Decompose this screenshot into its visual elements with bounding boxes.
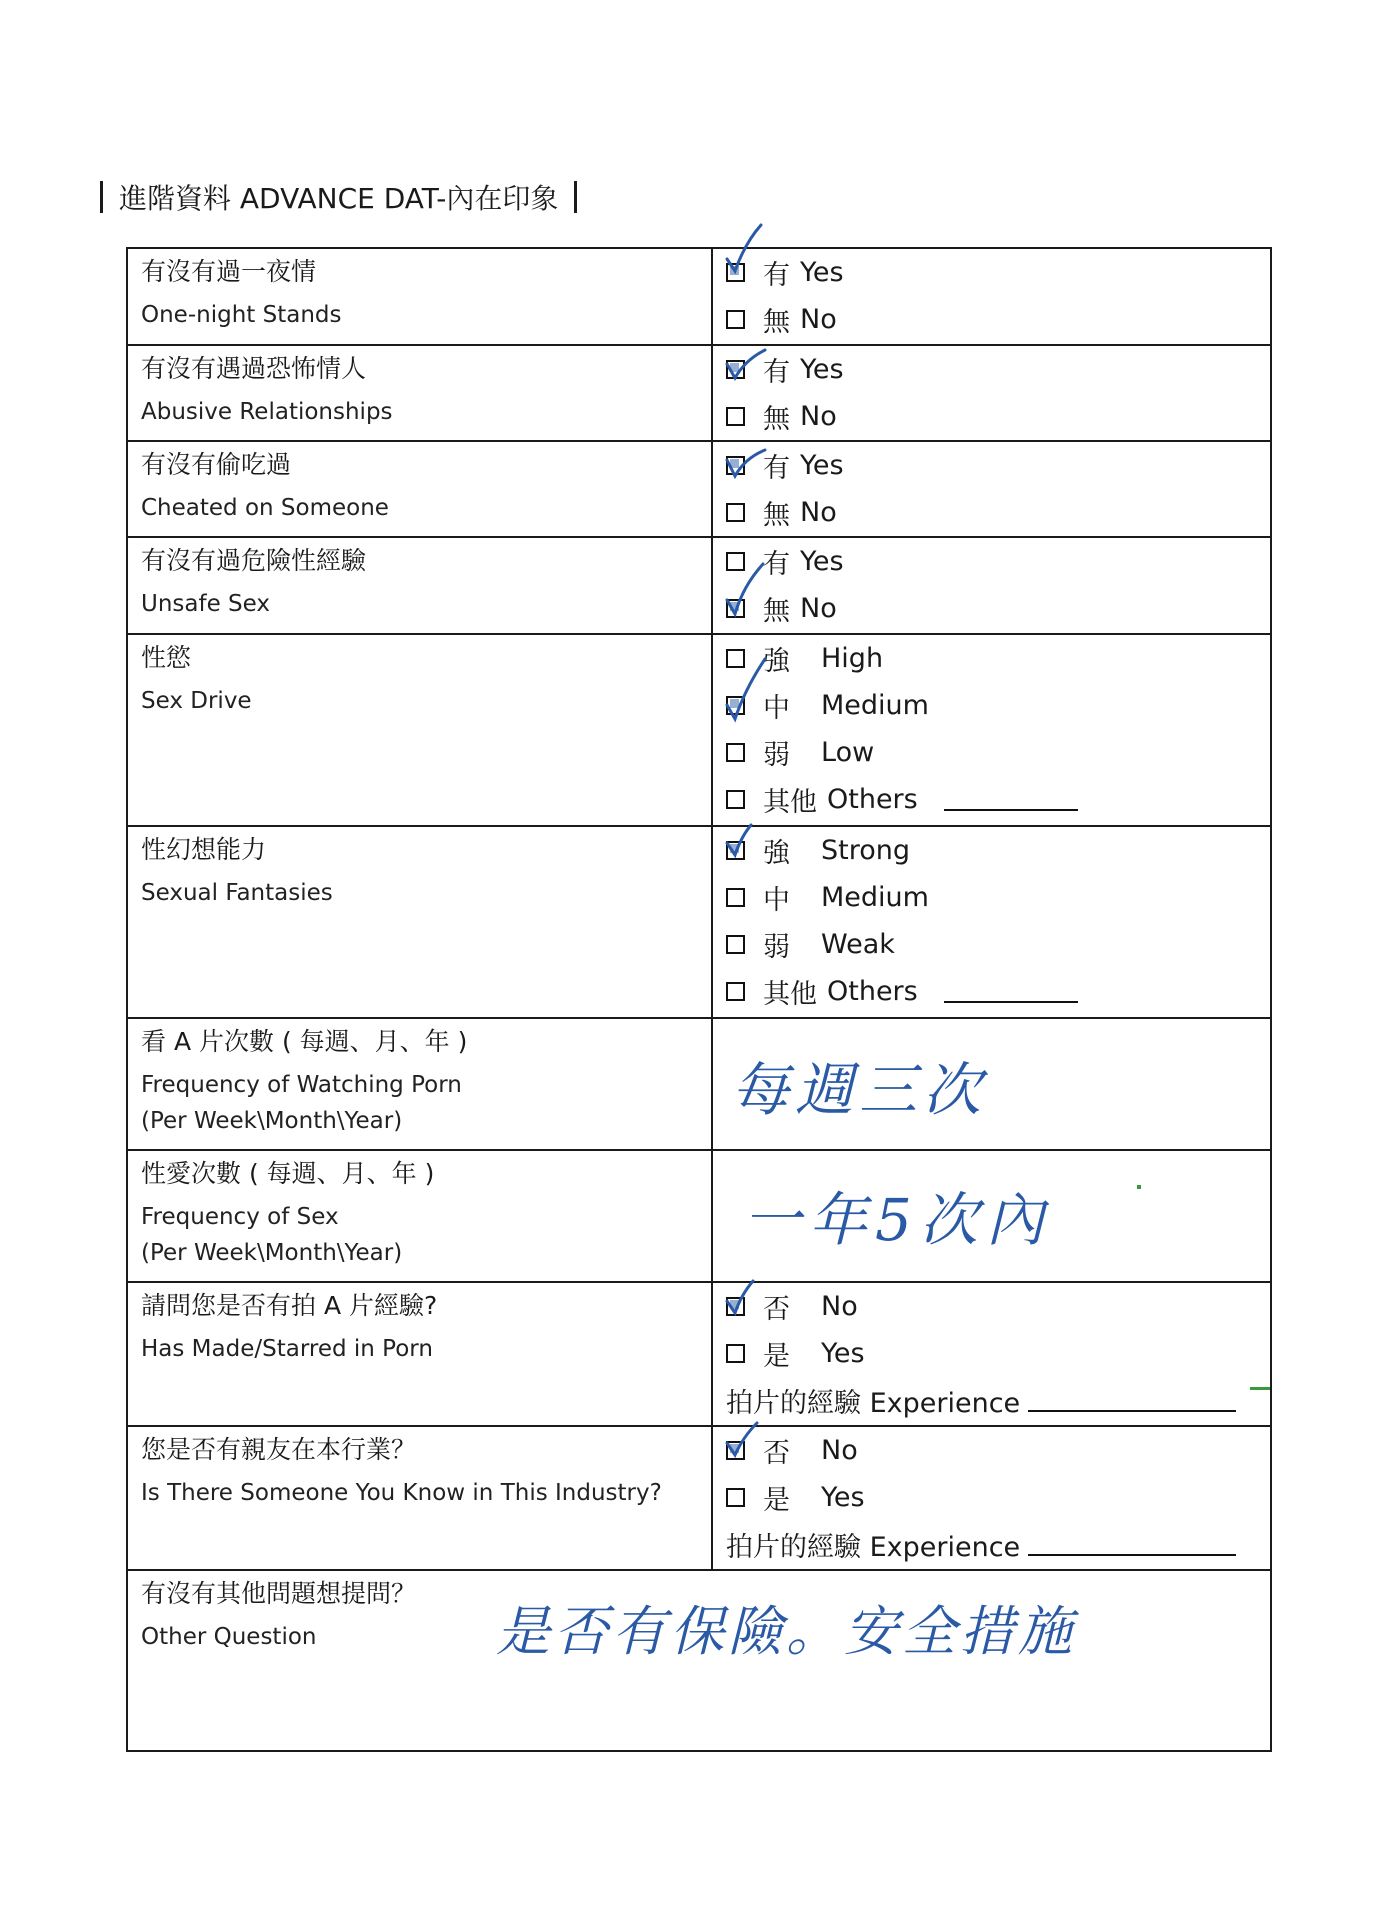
experience-label: 拍片的經驗 Experience [726,1532,1021,1563]
handwritten-answer: 每週三次 [731,1056,988,1124]
option-en: Others [827,784,918,815]
section-heading [100,175,577,219]
option-en: No [800,497,837,528]
option-zh: 無 [763,500,790,531]
heading-bar-right [574,181,577,213]
option-zh: 無 [763,307,790,338]
option-yes[interactable] [726,346,1270,393]
question-en: Frequency of Sex [141,1204,339,1230]
question-cell [127,1018,712,1150]
checkbox-checked[interactable] [726,841,745,860]
experience-row[interactable] [726,1521,1270,1568]
question-cell [127,1150,712,1282]
question-en: Sex Drive [141,688,252,714]
experience-blank-line[interactable] [1028,1536,1236,1556]
option-others[interactable] [726,968,1270,1015]
option-en: High [821,643,884,674]
form-row-sex-frequency [127,1150,1271,1282]
option-yes[interactable] [726,442,1270,489]
option-yes[interactable] [726,1330,1270,1377]
answer-cell [712,248,1271,345]
question-cell [127,441,712,537]
question-en: Is There Someone You Know in This Industry? [141,1480,662,1506]
option-no[interactable] [726,1427,1270,1474]
option-en: Yes [800,257,844,288]
checkbox[interactable] [726,552,745,571]
question-zh: 看 A 片次數 ( 每週、月、年 ) [141,1027,468,1056]
question-zh: 性幻想能力 [141,835,267,864]
option-en: Weak [821,929,895,960]
option-zh: 否 [763,1294,790,1325]
option-en: No [800,304,837,335]
option-zh: 強 [763,646,790,677]
handwritten-answer: 是否有保險。安全措施 [496,1600,1076,1663]
ink-mark [1250,1387,1270,1390]
experience-blank-line[interactable] [1028,1392,1236,1412]
option-medium[interactable] [726,874,1270,921]
option-en: No [800,401,837,432]
option-zh: 有 [763,357,790,388]
question-zh: 有沒有偷吃過 [141,450,292,479]
question-cell [127,826,712,1018]
answer-cell [712,1282,1271,1426]
option-zh: 是 [763,1485,790,1516]
option-weak[interactable] [726,921,1270,968]
option-zh: 其他 [763,787,817,818]
option-zh: 其他 [763,979,817,1010]
checkbox-checked[interactable] [726,696,745,715]
question-zh: 您是否有親友在本行業？ [141,1435,417,1464]
question-cell [127,634,712,826]
question-zh: 有沒有過一夜情 [141,257,317,286]
question-zh: 有沒有其他問題想提問？ [141,1579,417,1608]
option-zh: 無 [763,404,790,435]
checkbox-checked[interactable] [726,263,745,282]
form-row-one-night-stands [127,248,1271,345]
form-row-sexual-fantasies [127,826,1271,1018]
option-medium[interactable] [726,682,1270,729]
option-no[interactable] [726,585,1270,632]
checkbox[interactable] [726,790,745,809]
form-row-cheated [127,441,1271,537]
checkbox[interactable] [726,982,745,1001]
option-zh: 中 [763,885,790,916]
checkbox[interactable] [726,1344,745,1363]
checkbox[interactable] [726,407,745,426]
question-en: Frequency of Watching Porn [141,1072,462,1098]
checkbox[interactable] [726,935,745,954]
option-en: Medium [821,882,929,913]
question-en: One-night Stands [141,302,342,328]
option-en: Yes [800,546,844,577]
option-zh: 弱 [763,740,790,771]
option-en: Yes [821,1338,865,1369]
question-en: Sexual Fantasies [141,880,333,906]
option-zh: 有 [763,453,790,484]
option-low[interactable] [726,729,1270,776]
form-row-watching-frequency [127,1018,1271,1150]
form-row-sex-drive [127,634,1271,826]
heading-bar-left [100,181,103,213]
option-zh: 是 [763,1341,790,1372]
checkbox[interactable] [726,743,745,762]
option-zh: 弱 [763,932,790,963]
checkbox[interactable] [726,310,745,329]
form-row-other-question [127,1570,1271,1751]
others-blank-line[interactable] [944,983,1078,1003]
option-others[interactable] [726,776,1270,823]
question-zh: 性愛次數 ( 每週、月、年 ) [141,1159,435,1188]
question-cell [127,248,712,345]
question-zh: 有沒有過危險性經驗 [141,546,367,575]
option-zh: 有 [763,549,790,580]
checkbox[interactable] [726,503,745,522]
handwritten-answer: 一年5次內 [743,1186,1052,1254]
option-en: Yes [800,450,844,481]
form-row-abusive-relationships [127,345,1271,441]
experience-row[interactable] [726,1377,1270,1424]
option-zh: 中 [763,693,790,724]
form-row-made-porn [127,1282,1271,1426]
question-zh: 有沒有遇過恐怖情人 [141,354,367,383]
option-no[interactable] [726,489,1270,536]
answer-cell [712,441,1271,537]
question-en: Abusive Relationships [141,399,393,425]
question-zh: 性慾 [141,643,192,672]
form-row-unsafe-sex [127,537,1271,634]
option-en: No [821,1291,858,1322]
answer-cell [712,634,1271,826]
option-yes[interactable] [726,538,1270,585]
checkbox-checked[interactable] [726,456,745,475]
question-en: Unsafe Sex [141,591,271,617]
question-cell [127,537,712,634]
question-en: Cheated on Someone [141,495,389,521]
option-zh: 否 [763,1438,790,1469]
answer-cell[interactable] [712,1150,1271,1282]
checkbox-checked[interactable] [726,360,745,379]
option-zh: 無 [763,596,790,627]
option-high[interactable] [726,635,1270,682]
answer-cell [712,826,1271,1018]
option-en: No [821,1435,858,1466]
answer-cell[interactable] [712,1018,1271,1150]
answer-cell [712,1426,1271,1570]
advance-data-form [126,247,1272,1752]
question-en-note: (Per Week\Month\Year) [141,1108,403,1134]
question-cell [127,345,712,441]
option-no[interactable] [726,296,1270,343]
option-en: Low [821,737,875,768]
option-zh: 有 [763,260,790,291]
option-zh: 強 [763,838,790,869]
question-cell [127,1426,712,1570]
checkbox-checked[interactable] [726,1297,745,1316]
section-title: 進階資料 ADVANCE DAT-內在印象 [119,182,559,215]
question-en-note: (Per Week\Month\Year) [141,1240,403,1266]
form-row-know-someone [127,1426,1271,1570]
ink-dot [1137,1185,1141,1189]
option-en: Others [827,976,918,1007]
question-cell[interactable] [127,1570,1271,1751]
answer-cell [712,537,1271,634]
experience-label: 拍片的經驗 Experience [726,1388,1021,1419]
option-yes[interactable] [726,249,1270,296]
option-en: Yes [800,354,844,385]
checkbox[interactable] [726,649,745,668]
option-en: Yes [821,1482,865,1513]
answer-cell [712,345,1271,441]
checkbox-checked[interactable] [726,1441,745,1460]
others-blank-line[interactable] [944,791,1078,811]
option-no[interactable] [726,393,1270,440]
option-en: No [800,593,837,624]
checkbox[interactable] [726,888,745,907]
question-en: Other Question [141,1624,317,1650]
option-en: Medium [821,690,929,721]
question-en: Has Made/Starred in Porn [141,1336,433,1362]
option-en: Strong [821,835,911,866]
checkbox[interactable] [726,1488,745,1507]
option-strong[interactable] [726,827,1270,874]
question-cell [127,1282,712,1426]
checkbox-checked[interactable] [726,599,745,618]
option-yes[interactable] [726,1474,1270,1521]
question-zh: 請問您是否有拍 A 片經驗? [141,1291,438,1320]
option-no[interactable] [726,1283,1270,1330]
